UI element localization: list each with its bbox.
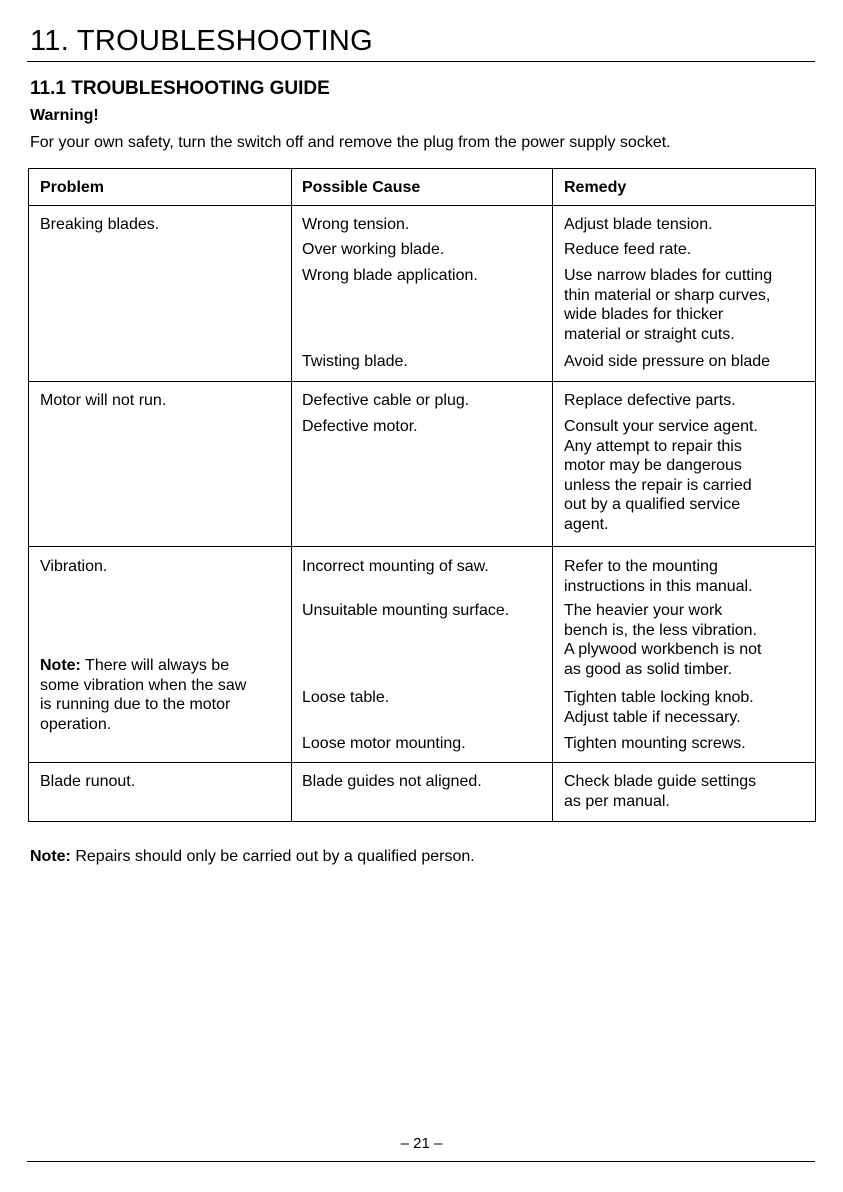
remedy-line: as good as solid timber.: [564, 660, 733, 678]
note-line: some vibration when the saw: [40, 676, 247, 694]
chapter-title: 11. TROUBLESHOOTING: [30, 25, 374, 57]
remedy-line: A plywood workbench is not: [564, 641, 762, 659]
table-divider: [29, 205, 815, 206]
note-first-line: [40, 656, 246, 676]
note-line: operation.: [40, 715, 112, 733]
remedy-line: as per manual.: [564, 792, 670, 810]
remedy-line: out by a qualified service: [564, 496, 741, 514]
table-divider: [552, 169, 553, 821]
table-divider: [291, 169, 292, 821]
cause-cell: Defective cable or plug.: [302, 392, 470, 409]
cause-cell: Over working blade.: [302, 241, 445, 258]
cause-cell: Defective motor.: [302, 418, 418, 435]
remedy-line: agent.: [564, 515, 609, 533]
remedy-line: bench is, the less vibration.: [564, 621, 757, 639]
cause-cell: Wrong blade application.: [302, 267, 478, 284]
remedy-cell: Avoid side pressure on blade: [564, 353, 771, 370]
table-divider: [29, 762, 815, 763]
footer-rule: [27, 1161, 815, 1162]
remedy-line: material or straight cuts.: [564, 325, 735, 343]
cause-cell: Wrong tension.: [302, 216, 410, 233]
remedy-cell: Reduce feed rate.: [564, 241, 692, 258]
remedy-line: Consult your service agent.: [564, 418, 758, 435]
remedy-line: Tighten table locking knob.: [564, 689, 754, 706]
remedy-line: Adjust table if necessary.: [564, 708, 741, 726]
page-number: – 21 –: [400, 1135, 443, 1152]
remedy-line: The heavier your work: [564, 602, 723, 619]
problem-cell: Blade runout.: [40, 773, 136, 790]
table-divider: [29, 381, 815, 382]
remedy-cell: [564, 601, 761, 679]
section-title: 11.1 TROUBLESHOOTING GUIDE: [30, 78, 330, 99]
remedy-cell: Replace defective parts.: [564, 392, 736, 409]
remedy-cell: [564, 417, 758, 535]
remedy-line: Use narrow blades for cutting: [564, 267, 773, 284]
note-label: Note:: [40, 657, 81, 674]
remedy-line: Refer to the mounting: [564, 558, 718, 575]
remedy-line: instructions in this manual.: [564, 577, 753, 595]
remedy-line: thin material or sharp curves,: [564, 286, 771, 304]
cause-cell: Incorrect mounting of saw.: [302, 558, 489, 575]
note-line: There will always be: [80, 657, 230, 674]
footer-note-text: Repairs should only be carried out by a qualified person.: [70, 848, 475, 865]
remedy-line: motor may be dangerous: [564, 457, 742, 475]
remedy-line: unless the repair is carried: [564, 476, 752, 494]
column-header-problem: Problem: [40, 179, 105, 196]
problem-cell: Breaking blades.: [40, 216, 160, 233]
remedy-cell: [564, 557, 753, 596]
note-line: is running due to the motor: [40, 696, 231, 714]
remedy-line: Any attempt to repair this: [564, 437, 742, 455]
problem-note: [40, 656, 246, 734]
problem-cell: Motor will not run.: [40, 392, 167, 409]
cause-cell: Twisting blade.: [302, 353, 408, 370]
remedy-cell: [564, 688, 754, 727]
remedy-cell: [564, 266, 772, 344]
remedy-cell: Tighten mounting screws.: [564, 735, 746, 752]
cause-cell: Loose motor mounting.: [302, 735, 466, 752]
warning-text: For your own safety, turn the switch off and remove the plug from the power supply socket.: [30, 134, 671, 151]
chapter-rule: [27, 61, 815, 62]
warning-label: Warning!: [30, 107, 99, 124]
footer-note: [30, 847, 475, 867]
troubleshooting-table: [28, 168, 816, 822]
column-header-remedy: Remedy: [564, 179, 627, 196]
cause-cell: Loose table.: [302, 689, 390, 706]
table-divider: [29, 546, 815, 547]
cause-cell: Unsuitable mounting surface.: [302, 602, 510, 619]
remedy-line: wide blades for thicker: [564, 306, 724, 324]
footer-note-label: Note:: [30, 848, 71, 865]
remedy-cell: [564, 772, 756, 811]
cause-cell: Blade guides not aligned.: [302, 773, 482, 790]
remedy-cell: Adjust blade tension.: [564, 216, 713, 233]
remedy-line: Check blade guide settings: [564, 773, 757, 790]
column-header-cause: Possible Cause: [302, 179, 421, 196]
problem-cell: Vibration.: [40, 558, 108, 575]
